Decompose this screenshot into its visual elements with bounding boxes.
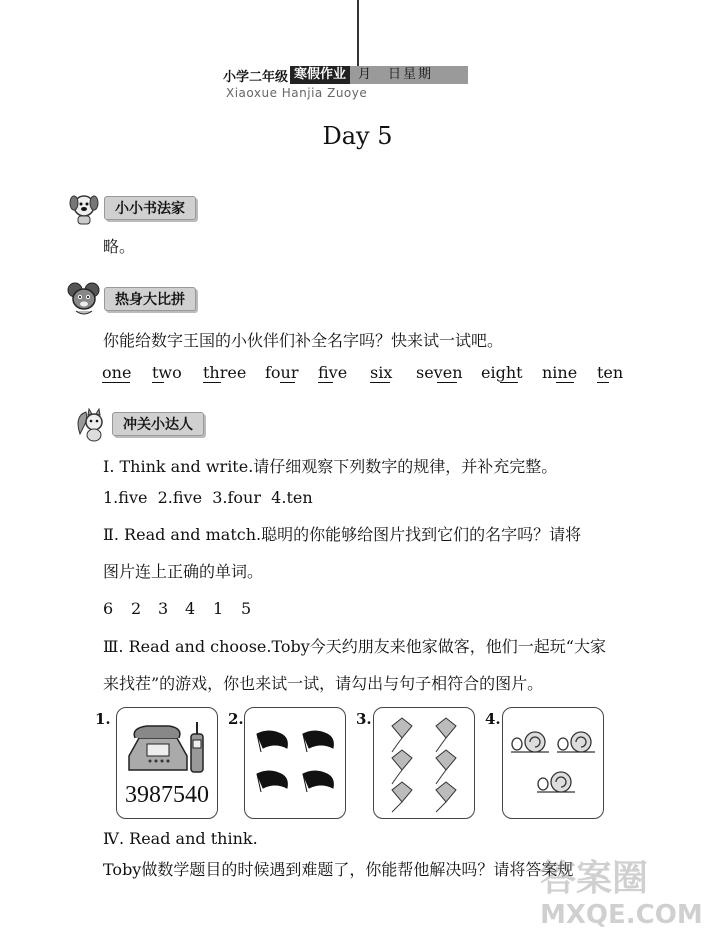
underline xyxy=(280,382,295,383)
number-word: nine xyxy=(542,363,578,382)
section-warmup-banner xyxy=(66,281,196,317)
picture-label: 3. xyxy=(356,710,372,728)
part2-answers-row xyxy=(0,599,715,621)
part1-answers: 1.five 2.five 3.four 4.ten xyxy=(103,488,313,507)
number-word: three xyxy=(203,363,247,382)
section-challenge-tag: 冲关小达人 xyxy=(112,412,204,436)
watermark-domain: MXQE.COM xyxy=(540,900,703,930)
header-rule xyxy=(357,0,359,70)
section-calligraphy-tag: 小小书法家 xyxy=(104,196,196,220)
part4-description: Toby做数学题目的时候遇到难题了，你能帮他解决吗？请将答案规 xyxy=(103,860,574,879)
underline xyxy=(152,382,164,383)
number-word: seven xyxy=(416,363,463,382)
part2-answer: 4 xyxy=(185,599,196,618)
page-title: Day 5 xyxy=(322,122,393,150)
underline xyxy=(203,382,221,383)
header-homework: 寒假作业 xyxy=(290,66,350,84)
header-date: 月 日星期 xyxy=(350,66,468,84)
number-word: one xyxy=(102,363,132,382)
page-header xyxy=(223,66,468,84)
underline xyxy=(597,382,609,383)
part3-instruction-line2: 来找茬”的游戏，你也来试一试，请勾出与句子相符合的图片。 xyxy=(103,674,544,693)
underline xyxy=(102,382,130,383)
picture-label: 1. xyxy=(95,710,111,728)
warmup-question: 你能给数字王国的小伙伴们补全名字吗？快来试一试吧。 xyxy=(103,331,504,350)
squirrel-mascot-icon xyxy=(74,406,110,442)
underline xyxy=(556,382,574,383)
number-word: five xyxy=(318,363,348,382)
number-word: four xyxy=(265,363,299,382)
underline xyxy=(500,382,518,383)
part2-answer: 5 xyxy=(241,599,252,618)
kite-icon xyxy=(374,708,474,818)
number-word: two xyxy=(152,363,182,382)
picture-box-snails[interactable] xyxy=(502,707,604,819)
part3-instruction-line1: Ⅲ. Read and choose.Toby今天约朋友来他家做客，他们一起玩“大家 xyxy=(103,637,606,656)
telephone-number: 3987540 xyxy=(125,782,209,808)
mouse-mascot-icon xyxy=(66,281,102,317)
part2-answer: 1 xyxy=(213,599,224,618)
watermark-logo: 答案圈 xyxy=(540,858,649,899)
picture-label: 4. xyxy=(485,710,501,728)
part2-answer: 3 xyxy=(158,599,169,618)
flag-icon xyxy=(245,708,345,818)
section-calligraphy-banner xyxy=(66,190,196,226)
part2-answer: 2 xyxy=(131,599,142,618)
header-grade: 小学二年级 xyxy=(223,69,289,85)
underline xyxy=(437,382,457,383)
number-word: eight xyxy=(481,363,523,382)
underline xyxy=(318,382,333,383)
part2-instruction-line2: 图片连上正确的单词。 xyxy=(103,562,264,581)
number-word: ten xyxy=(597,363,624,382)
number-word: six xyxy=(370,363,393,382)
picture-box-telephone[interactable] xyxy=(116,707,218,819)
telephone-icon xyxy=(117,716,217,786)
part4-instruction: Ⅳ. Read and think. xyxy=(103,829,258,848)
picture-box-flags[interactable] xyxy=(244,707,346,819)
part1-instruction: Ⅰ. Think and write.请仔细观察下列数字的规律，并补充完整。 xyxy=(103,457,558,476)
calligraphy-content: 略。 xyxy=(103,237,136,256)
section-challenge-banner xyxy=(74,406,204,442)
snail-icon xyxy=(503,708,603,818)
part2-instruction-line1: Ⅱ. Read and match.聪明的你能够给图片找到它们的名字吗？请将 xyxy=(103,525,582,544)
dog-mascot-icon xyxy=(66,190,102,226)
picture-label: 2. xyxy=(228,710,244,728)
underline xyxy=(370,382,390,383)
part2-answer: 6 xyxy=(103,599,114,618)
picture-box-kites[interactable] xyxy=(373,707,475,819)
section-warmup-tag: 热身大比拼 xyxy=(104,287,196,311)
header-pinyin: Xiaoxue Hanjia Zuoye xyxy=(226,86,368,100)
